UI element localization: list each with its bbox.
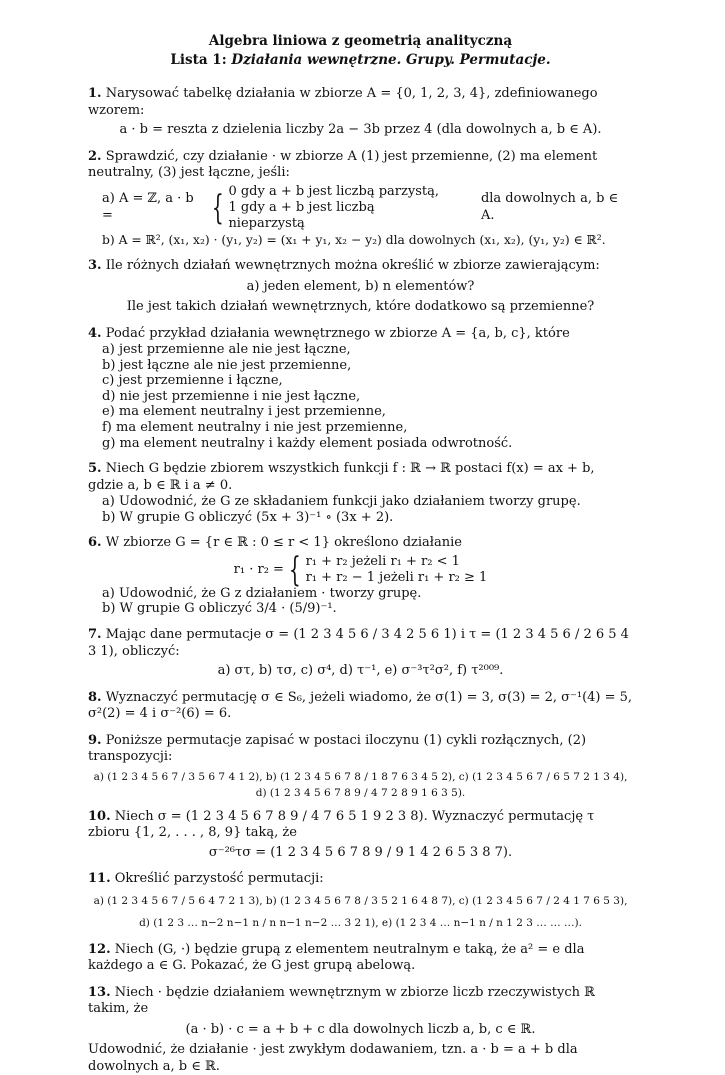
problem-12 xyxy=(88,942,633,975)
problem-text: Wyznaczyć permutację σ ∈ S₆, jeżeli wiadomo, że σ(1) = 3, σ(3) = 2, σ⁻¹(4) = 5, σ²(2) = 4 i σ⁻²(6) = 6. xyxy=(88,689,633,722)
problem-conclusion: Udowodnić, że działanie · jest zwykłym dodawaniem, tzn. a · b = a + b dla dowolnych a, b ∈ ℝ. xyxy=(88,1042,578,1074)
problem-number: 2. xyxy=(88,148,102,164)
problem-number: 6. xyxy=(88,535,102,551)
list-item: b) jest łączne ale nie jest przemienne, xyxy=(102,357,352,373)
problem-6-definition xyxy=(88,549,633,590)
problem-number: 1. xyxy=(88,86,102,101)
problem-text: Niech (G, ·) będzie grupą z elementem neutralnym e taką, że a² = e dla każdego a ∈ G. Pokazać, że G jest grupą abelową. xyxy=(88,941,585,974)
problem-2b: b) A = ℝ², (x₁, x₂) · (y₁, y₂) = (x₁ + y₁, x₂ − y₂) dla dowolnych (x₁, x₂), (y₁, y₂) ∈ ℝ². xyxy=(102,232,606,247)
list-item: e) ma element neutralny i jest przemienne, xyxy=(102,404,386,420)
case-1: r₁ + r₂ jeżeli r₁ + r₂ < 1 xyxy=(305,553,460,569)
problem-10 xyxy=(88,809,633,862)
list-item: b) W grupie G obliczyć 3/4 · (5/9)⁻¹. xyxy=(102,601,337,617)
list-item: a) jest przemienne ale nie jest łączne, xyxy=(102,342,351,357)
problem-6 xyxy=(88,535,633,617)
problem-formula: (a · b) · c = a + b + c dla dowolnych liczb a, b, c ∈ ℝ. xyxy=(185,1021,536,1037)
list-item: d) nie jest przemienne i nie jest łączne, xyxy=(102,388,361,404)
problem-text: Poniższe permutacje zapisać w postaci iloczynu (1) cykli rozłącznych, (2) transpozycji: xyxy=(88,732,587,765)
document-subtitle xyxy=(88,51,633,70)
problem-number: 7. xyxy=(88,627,102,643)
problem-options: a) jeden element, b) n elementów? xyxy=(246,278,475,294)
problem-options: a) στ, b) τσ, c) σ⁴, d) τ⁻¹, e) σ⁻³τ²σ², f) τ²⁰⁰⁹. xyxy=(217,663,504,679)
problem-options: a) (1 2 3 4 5 6 7 / 3 5 6 7 4 1 2), b) (1 2 3 4 5 6 7 8 / 1 8 7 6 3 4 5 2), c) (1 2 3 4 5 6 7 / 6 5 7 2 1 3 4), d) (1 2 3 4 5 6 7 8 9 / 4 7 2 8 9 1 6 3 5). xyxy=(93,770,628,800)
problem-number: 5. xyxy=(88,461,102,477)
cases xyxy=(306,554,488,586)
list-item: f) ma element neutralny i nie jest przemienne, xyxy=(102,419,408,435)
problem-number: 12. xyxy=(88,941,111,957)
problem-text: W zbiorze G = {r ∈ ℝ : 0 ≤ r < 1} określono działanie xyxy=(105,535,462,551)
cases xyxy=(228,184,451,232)
brace: { xyxy=(288,549,301,590)
problem-text: Mając dane permutacje σ = (1 2 3 4 5 6 / 3 4 2 5 6 1) i τ = (1 2 3 4 5 6 / 2 6 5 4 3 1), obliczyć: xyxy=(88,627,629,659)
problem-text: Niech σ = (1 2 3 4 5 6 7 8 9 / 4 7 6 5 1 9 2 3 8). Wyznaczyć permutację τ zbioru {1, 2, . . . , 8, 9} taką, że xyxy=(88,808,595,841)
case-rhs: dla dowolnych a, b ∈ A. xyxy=(480,191,619,223)
problem-2 xyxy=(88,149,633,249)
problem-number: 8. xyxy=(88,689,102,705)
list-item: b) W grupie G obliczyć (5x + 3)⁻¹ ∘ (3x + 2). xyxy=(102,509,394,525)
list-item: g) ma element neutralny i każdy element posiada odwrotność. xyxy=(102,435,513,451)
problem-text: Podać przykład działania wewnętrznego w zbiorze A = {a, b, c}, które xyxy=(105,325,570,341)
problem-text: Określić parzystość permutacji: xyxy=(114,871,324,887)
problem-number: 11. xyxy=(88,871,111,887)
problem-text: Narysować tabelkę działania w zbiorze A = {0, 1, 2, 3, 4}, zdefiniowanego wzorem: xyxy=(88,86,598,118)
case-2: 1 gdy a + b jest liczbą nieparzystą xyxy=(228,199,375,231)
problem-number: 10. xyxy=(88,808,111,824)
document-page xyxy=(88,32,633,1075)
brace: { xyxy=(211,187,224,228)
subtitle-italic: Działania wewnętrzne. Grupy. Permutacje. xyxy=(231,52,551,68)
problem-5 xyxy=(88,461,633,525)
problem-9 xyxy=(88,733,633,802)
problem-number: 4. xyxy=(88,325,102,341)
problem-text: Sprawdzić, czy działanie · w zbiorze A (1) jest przemienne, (2) ma element neutralny, (3) jest łączne, jeśli: xyxy=(88,148,598,180)
problem-11 xyxy=(88,871,633,932)
problem-question: Ile jest takich działań wewnętrznych, które dodatkowo są przemienne? xyxy=(126,299,595,314)
permutation-row: a) (1 2 3 4 5 6 7 / 5 6 4 7 2 1 3), b) (1 2 3 4 5 6 7 8 / 3 5 2 1 6 4 8 7), c) (1 2 3 4 5 6 7 / 2 4 1 7 6 5 3), xyxy=(93,894,628,907)
problem-4 xyxy=(88,326,633,452)
problem-8 xyxy=(88,690,633,723)
case-2: r₁ + r₂ − 1 jeżeli r₁ + r₂ ≥ 1 xyxy=(305,569,488,585)
problem-3 xyxy=(88,258,633,316)
case-lhs: r₁ · r₂ = xyxy=(233,561,284,577)
problem-number: 13. xyxy=(88,984,111,1000)
problem-text: Niech G będzie zbiorem wszystkich funkcji f : ℝ → ℝ postaci f(x) = ax + b, gdzie a, b ∈ ℝ i a ≠ 0. xyxy=(88,461,595,493)
problem-number: 3. xyxy=(88,258,102,273)
problem-text: Niech · będzie działaniem wewnętrznym w zbiorze liczb rzeczywistych ℝ takim, że xyxy=(88,984,595,1017)
subtitle-prefix: Lista 1: xyxy=(170,52,232,68)
list-item: a) Udowodnić, że G ze składaniem funkcji jako działaniem tworzy grupę. xyxy=(102,494,581,510)
problem-2a xyxy=(88,184,633,232)
problem-7 xyxy=(88,627,633,680)
problem-13 xyxy=(88,985,633,1075)
list-item: a) Udowodnić, że G z działaniem · tworzy grupę. xyxy=(102,585,422,601)
list-item: c) jest przemienne i łączne, xyxy=(102,373,283,389)
case-lhs: a) A = ℤ, a · b = xyxy=(102,191,194,223)
problem-formula: a · b = reszta z dzielenia liczby 2a − 3b przez 4 (dla dowolnych a, b ∈ A). xyxy=(119,122,602,137)
problem-text: Ile różnych działań wewnętrznych można określić w zbiorze zawierającym: xyxy=(105,258,600,273)
problem-number: 9. xyxy=(88,732,102,748)
permutation-row: d) (1 2 3 … n−2 n−1 n / n n−1 n−2 … 3 2 1), e) (1 2 3 4 … n−1 n / n 1 2 3 … … …). xyxy=(139,917,582,930)
problem-1 xyxy=(88,86,633,139)
problem-formula: σ⁻²⁶τσ = (1 2 3 4 5 6 7 8 9 / 9 1 4 2 6 5 3 8 7). xyxy=(208,844,513,860)
document-title: Algebra liniowa z geometrią analityczną xyxy=(208,33,513,49)
case-1: 0 gdy a + b jest liczbą parzystą, xyxy=(228,183,439,199)
